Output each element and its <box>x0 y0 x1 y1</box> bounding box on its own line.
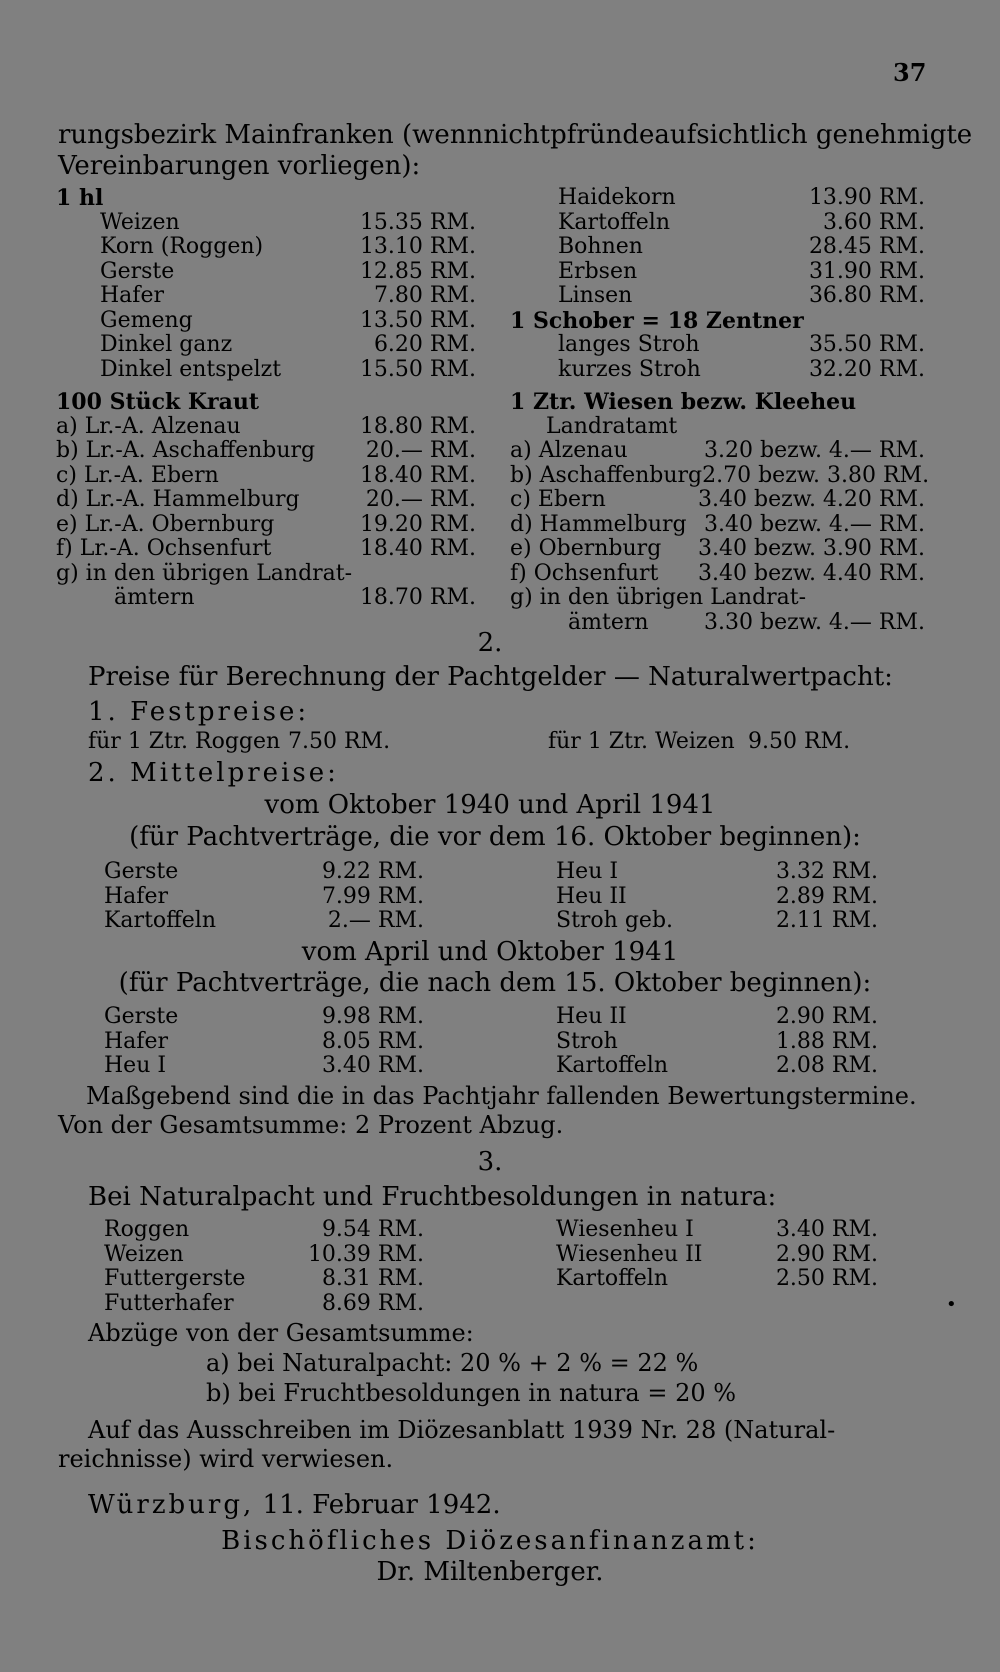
heu-list <box>510 438 930 635</box>
hl-item-price: 6.20 RM. <box>373 332 476 357</box>
schober-item-price: 32.20 RM. <box>808 356 925 382</box>
heu-item <box>510 439 925 464</box>
period-1-right-item-price: 3.32 RM. <box>775 859 878 884</box>
kraut-item <box>56 537 476 562</box>
hl-item-price: 15.50 RM. <box>359 356 476 382</box>
kraut-item-label: c) Lr.-A. Ebern <box>56 462 219 488</box>
hl-item-price: 13.10 RM. <box>359 234 476 259</box>
section-3-left-item <box>104 1243 424 1268</box>
section-3-right <box>556 1218 878 1292</box>
hl-item-label: Dinkel entspelzt <box>100 356 282 382</box>
right-top-list <box>510 186 925 309</box>
kraut-item <box>56 439 476 464</box>
period-1-right-item <box>556 860 878 885</box>
heu-item-label: f) Ochsenfurt <box>510 560 659 586</box>
period-1-line-2: (für Pachtverträge, die vor dem 16. Oktober beginnen): <box>129 822 861 852</box>
period-1-left-item-label: Gerste <box>104 859 179 884</box>
kraut-item-price: 20.— RM. <box>365 438 476 463</box>
schober-item <box>558 333 925 358</box>
kraut-item <box>56 513 476 538</box>
hl-item-label: Gemeng <box>100 307 193 333</box>
right-top-item-price: 13.90 RM. <box>808 185 925 210</box>
heu-item <box>510 586 925 611</box>
period-2-right-item <box>556 1054 878 1079</box>
period-1-right-item-label: Heu I <box>556 859 619 884</box>
right-top-item-label: Haidekorn <box>558 185 676 210</box>
section-3-right-item-price: 2.90 RM. <box>775 1241 878 1267</box>
section-3-left-item-price: 8.31 RM. <box>321 1266 424 1291</box>
hl-item-price: 15.35 RM. <box>359 209 476 235</box>
kraut-item-price: 20.— RM. <box>365 487 476 512</box>
schober-header: 1 Schober = 18 Zentner <box>510 307 804 334</box>
signature: Dr. Miltenberger. <box>376 1557 604 1587</box>
intro-line-1-left: rungsbezirk Mainfranken (wenn <box>58 120 484 150</box>
kraut-list <box>56 415 476 611</box>
section-3-left-item-label: Roggen <box>104 1217 190 1242</box>
heu-item-price: 3.20 bezw. 4.— RM. <box>704 438 925 463</box>
place-date <box>88 1490 501 1521</box>
period-2-left-item-price: 3.40 RM. <box>321 1053 424 1078</box>
stray-mark: • <box>946 1294 957 1315</box>
hl-item-label: Weizen <box>100 209 180 235</box>
kraut-header: 100 Stück Kraut <box>56 389 260 415</box>
intro-line-2: Vereinbarungen vorliegen): <box>58 151 421 181</box>
hl-item-price: 12.85 RM. <box>359 258 476 284</box>
heu-item <box>510 462 930 489</box>
kraut-item-label: e) Lr.-A. Obernburg <box>56 511 275 537</box>
kraut-item-price: 18.40 RM. <box>359 536 476 561</box>
right-top-item <box>558 284 925 309</box>
period-2-line-2: (für Pachtverträge, die nach dem 15. Oktober beginnen): <box>118 968 872 998</box>
heu-item-label: b) Aschaffenburg <box>510 462 703 488</box>
reference-line-2: reichnisse) wird verwiesen. <box>58 1445 394 1473</box>
heu-item-price: 3.30 bezw. 4.— RM. <box>704 609 925 635</box>
period-1-right-item-label: Stroh geb. <box>556 908 674 933</box>
section-3-left <box>104 1218 424 1316</box>
period-2-left-item <box>104 1005 424 1030</box>
section-3-left-item-label: Weizen <box>104 1241 184 1267</box>
period-2-left-item-label: Hafer <box>104 1028 168 1054</box>
period-1-right-item <box>556 885 878 910</box>
period-2-right <box>556 1005 878 1079</box>
schober-item-label: langes Stroh <box>558 332 700 357</box>
period-1-line-1: vom Oktober 1940 und April 1941 <box>264 790 716 820</box>
kraut-item-label: f) Lr.-A. Ochsenfurt <box>56 536 272 561</box>
section-3-left-item-label: Futterhafer <box>104 1290 234 1316</box>
period-1-right-item-label: Heu II <box>556 883 627 909</box>
section-3-left-item <box>104 1218 424 1243</box>
section-3-title: Bei Naturalpacht und Fruchtbesoldungen in natura: <box>88 1182 777 1212</box>
period-2-left-item-label: Heu I <box>104 1053 167 1078</box>
hl-item <box>100 235 476 260</box>
right-top-item <box>558 235 925 260</box>
note-abzug: Von der Gesamtsumme: 2 Prozent Abzug. <box>58 1111 564 1139</box>
hl-header: 1 hl <box>56 185 104 211</box>
section-3-right-item-price: 2.50 RM. <box>775 1266 878 1291</box>
period-2-left-item-price: 9.98 RM. <box>321 1004 424 1029</box>
period-1-left-item-price: 9.22 RM. <box>321 859 424 884</box>
section-3-right-item <box>556 1243 878 1268</box>
kraut-item-label: d) Lr.-A. Hammelburg <box>56 487 300 512</box>
period-2-left-item <box>104 1030 424 1055</box>
schober-item <box>558 358 925 383</box>
hl-item <box>100 211 476 236</box>
kraut-item-price: 19.20 RM. <box>359 511 476 537</box>
hl-item <box>100 333 476 358</box>
heu-item <box>510 513 925 538</box>
period-2-right-item-label: Kartoffeln <box>556 1053 669 1078</box>
period-2-right-item-price: 2.08 RM. <box>775 1053 878 1078</box>
kraut-item-price: 18.70 RM. <box>359 585 476 610</box>
intro-line-1-right: pfründeaufsichtlich genehmigte <box>550 120 973 150</box>
festpreise-row <box>88 730 888 755</box>
right-top-item-price: 36.80 RM. <box>808 283 925 308</box>
period-1-right <box>556 860 878 934</box>
right-top-item-price: 28.45 RM. <box>808 234 925 259</box>
hl-item <box>100 309 476 334</box>
section-3-left-item <box>104 1267 424 1292</box>
section-2-number: 2. <box>477 628 503 658</box>
heu-item <box>510 537 925 562</box>
hl-item-price: 13.50 RM. <box>359 307 476 333</box>
period-1-left-item-price: 2.— RM. <box>327 908 424 933</box>
note-bewertungstermine: Maßgebend sind die in das Pachtjahr fallenden Bewertungstermine. <box>86 1082 917 1110</box>
hl-item-price: 7.80 RM. <box>373 283 476 308</box>
right-column <box>510 185 930 635</box>
period-2-left-item-price: 8.05 RM. <box>321 1028 424 1054</box>
right-top-item-label: Linsen <box>558 283 633 308</box>
right-top-item-price: 3.60 RM. <box>822 209 925 235</box>
hl-item-label: Gerste <box>100 258 175 284</box>
hl-list <box>56 211 476 383</box>
heu-item-price: 3.40 bezw. 4.40 RM. <box>698 560 925 586</box>
hl-item <box>100 260 476 285</box>
period-1-left-item <box>104 860 424 885</box>
place: Würzburg, <box>88 1490 255 1520</box>
abzug-b: b) bei Fruchtbesoldungen in natura = 20 % <box>206 1379 737 1407</box>
kraut-item-price: 18.40 RM. <box>359 462 476 488</box>
period-1-right-item-price: 2.89 RM. <box>775 883 878 909</box>
fest-right-price: 9.50 RM. <box>748 729 851 754</box>
heu-sub: Landratamt <box>546 413 678 439</box>
period-1-right-item <box>556 909 878 934</box>
section-3-right-item-label: Wiesenheu II <box>556 1241 703 1267</box>
heu-item-label: g) in den übrigen Landrat- <box>510 585 807 610</box>
abzug-a: a) bei Naturalpacht: 20 % + 2 % = 22 % <box>206 1349 699 1377</box>
period-2-right-item <box>556 1005 878 1030</box>
right-top-item <box>558 260 925 285</box>
mittelpreise-label: 2. Mittelpreise: <box>88 758 339 788</box>
festpreise-label: 1. Festpreise: <box>88 697 310 727</box>
kraut-item <box>56 415 476 440</box>
schober-item-label: kurzes Stroh <box>558 356 701 382</box>
schober-item-price: 35.50 RM. <box>808 332 925 357</box>
heu-item-label: e) Obernburg <box>510 536 662 561</box>
intro-line-1-mid: nicht <box>483 120 551 150</box>
heu-item-price: 3.40 bezw. 3.90 RM. <box>698 536 925 561</box>
hl-item <box>100 358 476 383</box>
period-1-left-item <box>104 909 424 934</box>
fest-right-label: für 1 Ztr. Weizen <box>548 729 735 754</box>
reference-line-1: Auf das Ausschreiben im Diözesanblatt 1939 Nr. 28 (Natural- <box>88 1416 836 1444</box>
period-2-left-item <box>104 1054 424 1079</box>
section-3-left-item-price: 10.39 RM. <box>307 1241 424 1267</box>
right-top-item-price: 31.90 RM. <box>808 258 925 284</box>
period-2-left-item-label: Gerste <box>104 1004 179 1029</box>
section-3-left-item-price: 8.69 RM. <box>321 1290 424 1316</box>
intro-line-1 <box>58 120 973 151</box>
section-3-right-item-price: 3.40 RM. <box>775 1217 878 1242</box>
right-top-item <box>558 211 925 236</box>
schober-list <box>510 333 925 382</box>
kraut-item <box>56 586 476 611</box>
kraut-item-label: ämtern <box>114 585 195 610</box>
right-top-item-label: Erbsen <box>558 258 638 284</box>
period-1-left-item-price: 7.99 RM. <box>321 883 424 909</box>
section-3-right-item-label: Kartoffeln <box>556 1266 669 1291</box>
intro-text <box>58 120 973 182</box>
period-1-left <box>104 860 424 934</box>
heu-item-price: 2.70 bezw. 3.80 RM. <box>702 462 930 488</box>
right-top-item-label: Bohnen <box>558 234 643 259</box>
heu-item-price: 3.40 bezw. 4.20 RM. <box>698 487 925 512</box>
kraut-item-label: b) Lr.-A. Aschaffenburg <box>56 438 316 463</box>
hl-item <box>100 284 476 309</box>
period-1-left-item-label: Hafer <box>104 883 168 909</box>
right-top-item <box>558 186 925 211</box>
kraut-item <box>56 562 476 587</box>
period-2-left <box>104 1005 424 1079</box>
period-2-right-item-label: Stroh <box>556 1028 618 1054</box>
heu-item <box>510 562 925 587</box>
heu-item-label: c) Ebern <box>510 487 606 512</box>
heu-header: 1 Ztr. Wiesen bezw. Kleeheu <box>510 389 857 415</box>
fest-left-price: 7.50 RM. <box>288 729 391 754</box>
period-1-left-item <box>104 885 424 910</box>
period-2-right-item-price: 1.88 RM. <box>775 1028 878 1054</box>
date: 11. Februar 1942. <box>262 1490 501 1520</box>
period-1-right-item-price: 2.11 RM. <box>775 908 878 933</box>
section-3-right-item <box>556 1218 878 1243</box>
period-2-right-item-label: Heu II <box>556 1004 627 1029</box>
period-1-left-item-label: Kartoffeln <box>104 908 217 933</box>
kraut-item-price: 18.80 RM. <box>359 413 476 439</box>
section-3-right-item-label: Wiesenheu I <box>556 1217 694 1242</box>
heu-item <box>510 488 925 513</box>
kraut-item <box>56 488 476 513</box>
page-number: 37 <box>893 58 927 87</box>
right-top-item-label: Kartoffeln <box>558 209 671 235</box>
heu-item-label: d) Hammelburg <box>510 511 687 537</box>
fest-left-label: für 1 Ztr. Roggen <box>88 729 281 754</box>
kraut-item-label: a) Lr.-A. Alzenau <box>56 413 241 439</box>
section-3-left-item-label: Futtergerste <box>104 1266 246 1291</box>
section-3-left-item-price: 9.54 RM. <box>321 1217 424 1242</box>
hl-item-label: Korn (Roggen) <box>100 234 264 259</box>
office-name: Bischöfliches Diözesanfinanzamt: <box>221 1526 759 1556</box>
hl-item-label: Dinkel ganz <box>100 332 233 357</box>
section-3-right-item <box>556 1267 878 1292</box>
period-2-right-item-price: 2.90 RM. <box>775 1004 878 1029</box>
section-3-left-item <box>104 1292 424 1317</box>
abzuege-title: Abzüge von der Gesamtsumme: <box>88 1319 474 1347</box>
left-column <box>56 186 476 611</box>
section-2-title: Preise für Berechnung der Pachtgelder — Naturalwertpacht: <box>88 662 893 692</box>
section-3-number: 3. <box>477 1147 503 1177</box>
heu-item-price: 3.40 bezw. 4.— RM. <box>704 511 925 537</box>
period-2-line-1: vom April und Oktober 1941 <box>301 937 679 967</box>
heu-item-label: ämtern <box>568 609 649 635</box>
heu-item-label: a) Alzenau <box>510 438 628 463</box>
hl-item-label: Hafer <box>100 283 164 308</box>
period-2-right-item <box>556 1030 878 1055</box>
kraut-item <box>56 464 476 489</box>
kraut-item-label: g) in den übrigen Landrat- <box>56 560 353 586</box>
